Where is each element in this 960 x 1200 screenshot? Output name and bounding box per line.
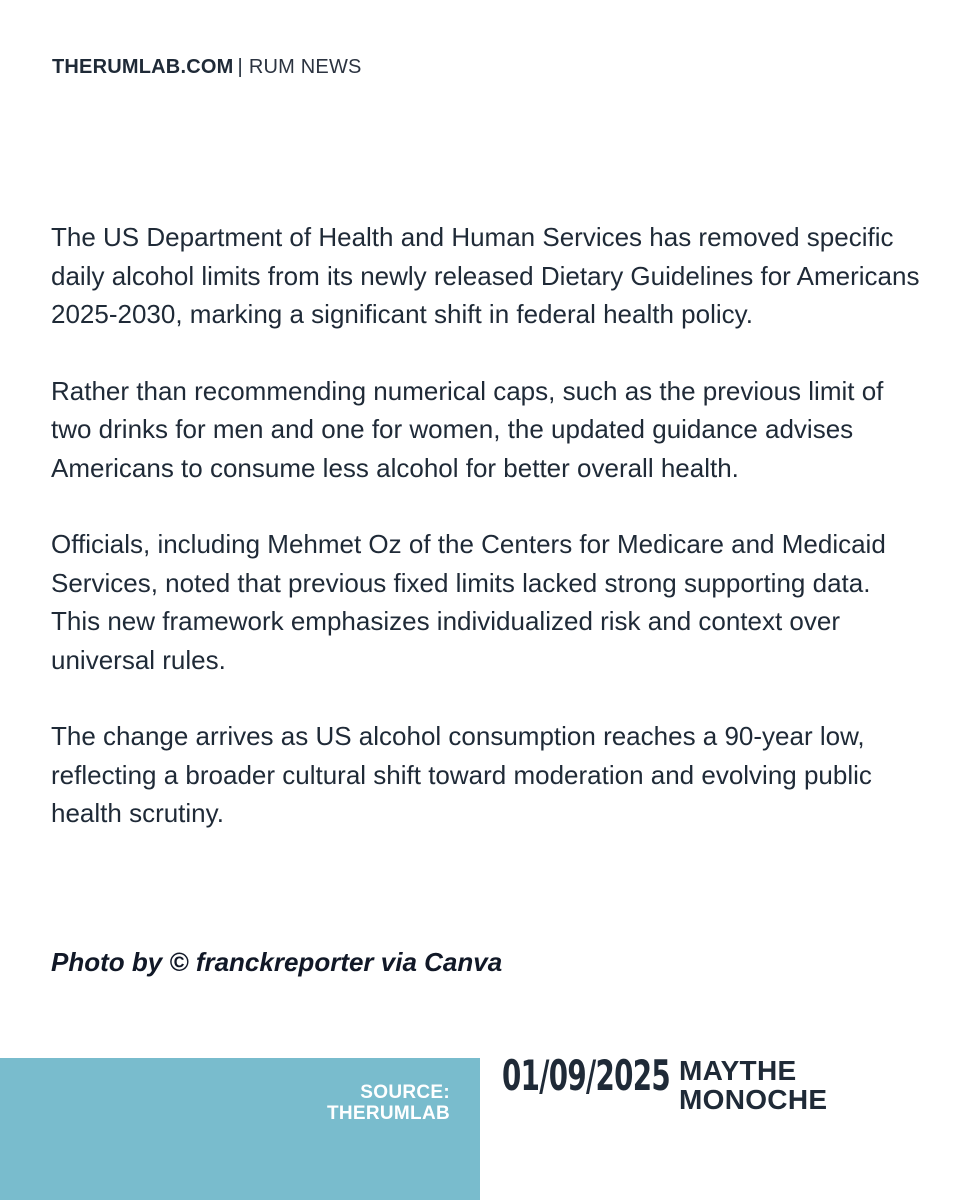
section-name[interactable]: RUM NEWS <box>248 56 362 78</box>
author-last-name: MONOCHE <box>679 1084 828 1115</box>
article-paragraph: Rather than recommending numerical caps, such as the previous limit of two drinks for men and one for women, the updated guidance advises Americans to consume less alcohol for better overall health. <box>51 375 884 483</box>
article-paragraph: Officials, including Mehmet Oz of the Centers for Medicare and Medicaid Services, noted that previous fixed limits lacked strong supporting data. This new framework emphasizes individualized risk and context over universal rules. <box>51 529 886 675</box>
source-label-block <box>327 1082 450 1124</box>
author-first-name: MAYTHE <box>679 1055 797 1086</box>
source-box <box>0 1058 480 1200</box>
photo-credit: Photo by © franckreporter via Canva <box>51 947 503 977</box>
source-name: THERUMLAB <box>326 1103 450 1124</box>
article-paragraph: The change arrives as US alcohol consumption reaches a 90-year low, reflecting a broader cultural shift toward moderation and evolving public health scrutiny. <box>51 721 872 828</box>
article-paragraph: The US Department of Health and Human Services has removed specific daily alcohol limits from its newly released Dietary Guidelines for Americans 2025-2030, marking a significant shift in federal health policy. <box>51 222 920 329</box>
author-name <box>679 1056 827 1114</box>
page-header <box>52 54 362 80</box>
header-separator: | <box>237 56 243 78</box>
source-label: SOURCE: <box>360 1082 450 1103</box>
publish-date: 01/09/2025 <box>502 1051 670 1100</box>
site-name[interactable]: THERUMLAB.COM <box>52 56 234 78</box>
article-body <box>51 218 921 871</box>
